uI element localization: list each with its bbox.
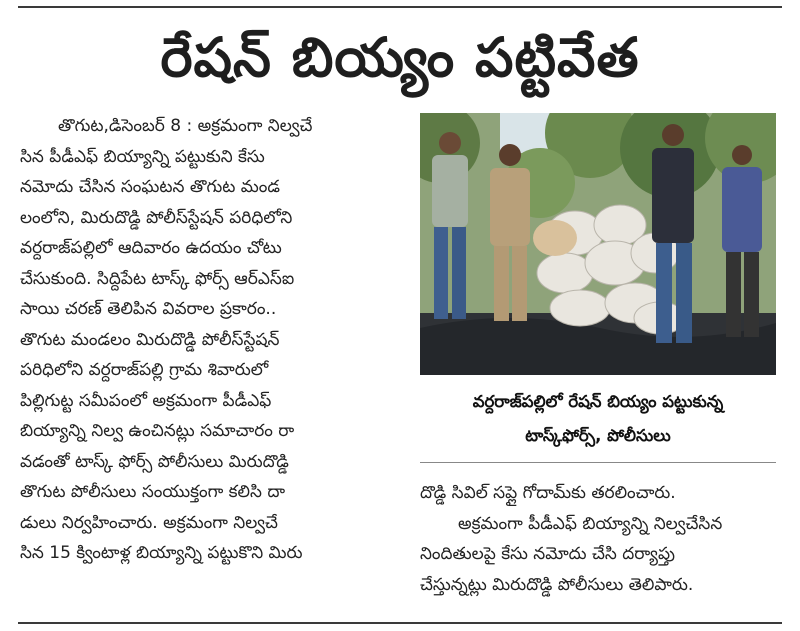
article-line: చేస్తున్నట్లు మిరుదొడ్డి పోలీసులు తెలిపారు. xyxy=(420,574,694,595)
article-left-column xyxy=(20,111,407,569)
article-line: తొగుట,డిసెంబర్ 8 : అక్రమంగా నిల్వచే xyxy=(58,116,313,136)
article-line: బియ్యాన్ని నిల్వ ఉంచినట్లు సమాచారం రా xyxy=(20,421,295,441)
article-line: డులు నిర్వహించారు. అక్రమంగా నిల్వచే xyxy=(20,512,278,533)
article-line: పరిధిలోని వర్దరాజ్‌పల్లి గ్రామ శివారులో xyxy=(20,360,269,380)
article-line: దొడ్డి సివిల్ సప్లై గోదామ్‌కు తరలించారు. xyxy=(420,483,676,503)
article-right-column xyxy=(420,478,778,600)
top-rule xyxy=(18,6,782,8)
article-line: తొగుట పోలీసులు సంయుక్తంగా కలిసి దా xyxy=(20,482,286,502)
bottom-rule xyxy=(18,622,782,624)
article-line: వడంతో టాస్క్ ఫోర్స్ పోలీసులు మిరుదొడ్డి xyxy=(20,451,289,472)
photo-caption xyxy=(420,385,776,457)
article-line: వర్దరాజ్‌పల్లిలో ఆదివారం ఉదయం చోటు xyxy=(20,238,282,258)
article-line: నిందితులపై కేసు నమోదు చేసి దర్యాప్తు xyxy=(420,544,675,564)
article-line: సాయి చరణ్ తెలిపిన వివరాల ప్రకారం.. xyxy=(20,299,277,319)
news-photo xyxy=(420,113,776,375)
caption-divider xyxy=(420,462,776,463)
article-line: లంలోని, మిరుదొడ్డి పోలీస్‌స్టేషన్ పరిధిలోని xyxy=(20,207,293,228)
photo-caption-line: టాస్క్‌ఫోర్స్, పోలీసులు xyxy=(525,426,671,445)
article-line: సిన 15 క్వింటాళ్ల బియ్యాన్ని పట్టుకొని మిరు xyxy=(20,543,303,563)
article-line: నమోదు చేసిన సంఘటన తొగుట మండ xyxy=(20,177,280,197)
article-line: పిల్లిగుట్ట సమీపంలో అక్రమంగా పీడీఎఫ్ xyxy=(20,390,272,411)
article-line: తొగుట మండలం మిరుదొడ్డి పోలీస్‌స్టేషన్ xyxy=(20,329,280,350)
article-line: సిన పీడీఎఫ్ బియ్యాన్ని పట్టుకుని కేసు xyxy=(20,146,265,167)
headline: రేషన్ బియ్యం పట్టివేత xyxy=(160,26,640,89)
article-line: అక్రమంగా పీడీఎఫ్ బియ్యాన్ని నిల్వచేసిన xyxy=(458,513,723,534)
article-line: చేసుకుంది. సిద్దిపేట టాస్క్ ఫోర్స్ ఆర్ఎస్ఐ xyxy=(20,268,295,289)
photo-caption-line: వర్దరాజ్‌పల్లిలో రేషన్ బియ్యం పట్టుకున్న xyxy=(472,392,724,411)
